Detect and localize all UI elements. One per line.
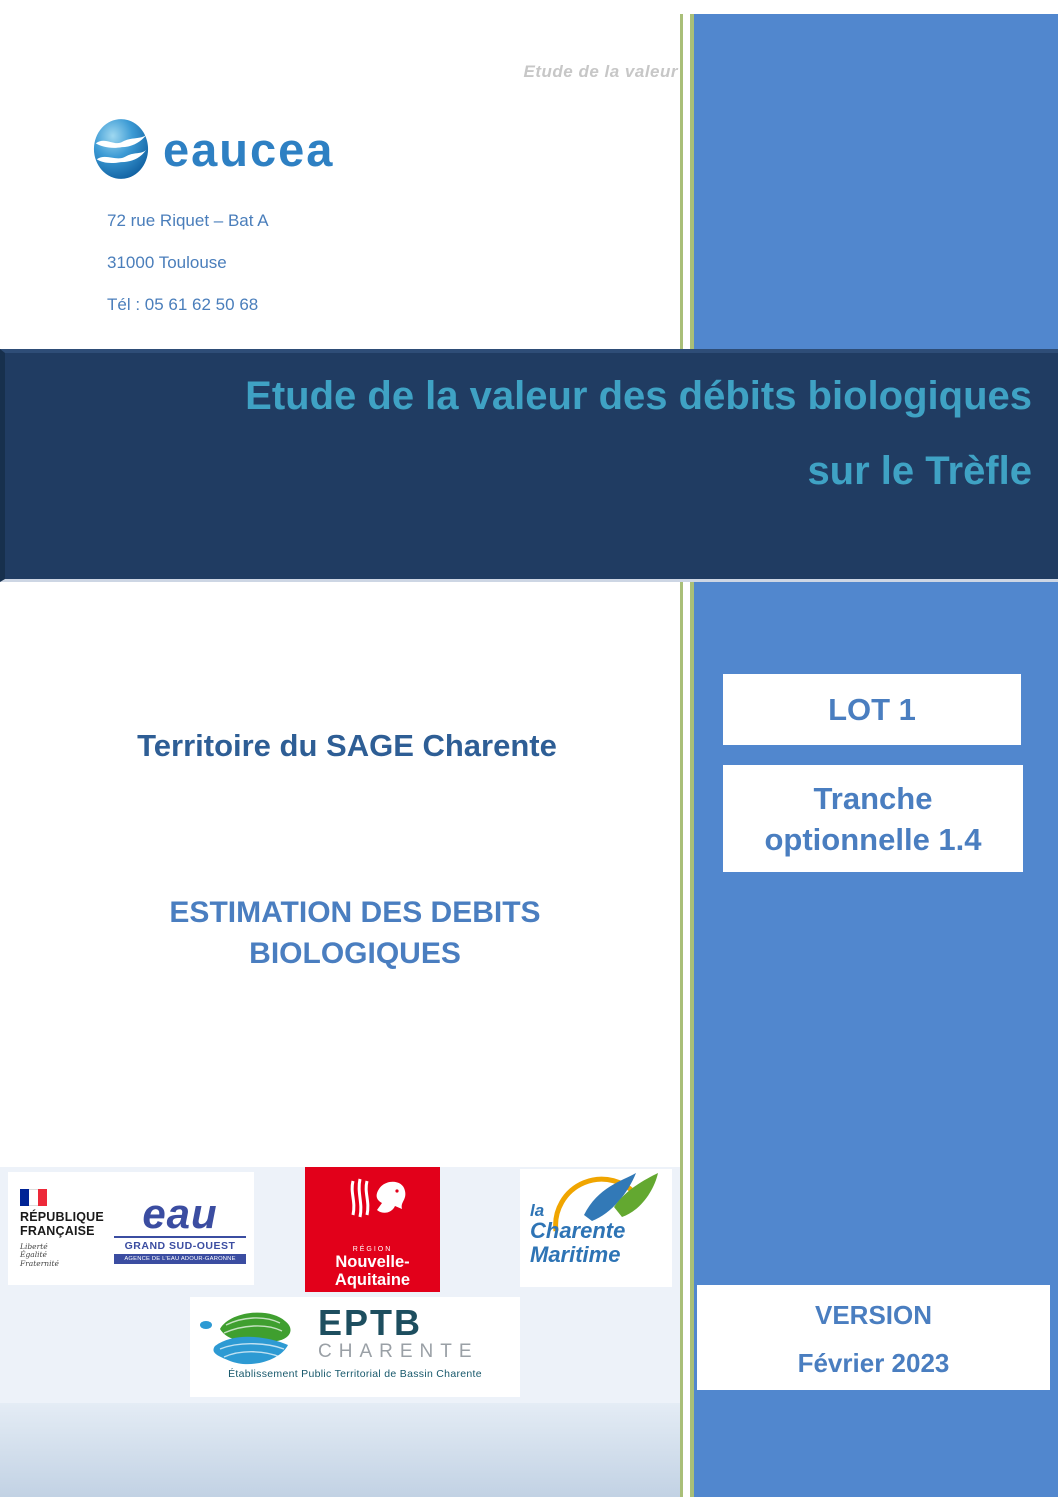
footer-gradient — [0, 1403, 680, 1497]
na-region-label: RÉGION — [352, 1246, 393, 1253]
cm-la: la — [530, 1201, 545, 1220]
eptb-acronym: EPTB — [318, 1302, 423, 1343]
republique-motto: Liberté Égalité Fraternité — [20, 1241, 59, 1268]
eptb-charente-logo — [190, 1297, 520, 1397]
lot-label: LOT 1 — [828, 691, 916, 727]
republique-eau-card — [8, 1172, 254, 1285]
basin-map-icon — [198, 1303, 308, 1365]
republique-line2: FRANÇAISE — [20, 1223, 95, 1238]
address-line-phone: Tél : 05 61 62 50 68 — [107, 295, 259, 314]
company-address — [107, 211, 269, 337]
eau-grand-sud-ouest-logo — [114, 1189, 246, 1264]
lion-and-waves-icon — [305, 1167, 440, 1239]
territory-heading: Territoire du SAGE Charente — [137, 728, 557, 763]
eptb-name: CHARENTE — [318, 1341, 479, 1362]
document-title-line1: Etude de la valeur des débits biologiques — [245, 374, 1032, 418]
charente-maritime-logo — [520, 1169, 672, 1287]
tranche-line2: optionnelle 1.4 — [764, 821, 982, 857]
republique-francaise-logo — [12, 1189, 114, 1269]
subject-heading — [0, 892, 710, 974]
eau-wordmark: eau — [142, 1189, 218, 1237]
document-title-line2: sur le Trèfle — [807, 449, 1032, 493]
cm-line1: Charente — [530, 1218, 626, 1243]
version-date: Février 2023 — [797, 1348, 950, 1378]
republique-line1: RÉPUBLIQUE — [20, 1209, 104, 1224]
address-line-street: 72 rue Riquet – Bat A — [107, 211, 269, 230]
tranche-line1: Tranche — [813, 780, 933, 816]
eau-region-label: GRAND SUD-OUEST — [114, 1236, 246, 1252]
partner-logos-strip — [0, 1167, 680, 1403]
address-line-city: 31000 Toulouse — [107, 253, 227, 272]
subject-line1: ESTIMATION DES DEBITS — [169, 896, 541, 929]
tranche-box — [723, 765, 1023, 872]
subject-line2: BIOLOGIQUES — [249, 937, 461, 970]
lot-box — [723, 674, 1021, 745]
version-box — [697, 1285, 1050, 1390]
version-label: VERSION — [814, 1300, 933, 1330]
eptb-tagline: Établissement Public Territorial de Bassin Charente — [228, 1368, 482, 1380]
charente-maritime-text — [530, 1203, 625, 1267]
eaucea-water-sphere-icon — [93, 118, 149, 180]
running-header: Etude de la valeur — [523, 62, 678, 81]
na-line2: Aquitaine — [334, 1271, 411, 1289]
nouvelle-aquitaine-logo — [305, 1167, 440, 1292]
cm-line2: Maritime — [530, 1242, 621, 1267]
right-blue-band — [694, 14, 1058, 1497]
eaucea-logo — [93, 118, 334, 180]
eaucea-wordmark: eaucea — [163, 122, 335, 176]
french-flag-icon — [20, 1189, 47, 1206]
title-banner — [0, 349, 1058, 582]
na-line1: Nouvelle- — [335, 1253, 410, 1271]
eau-agency-badge: AGENCE DE L'EAU ADOUR-GARONNE — [114, 1254, 246, 1264]
